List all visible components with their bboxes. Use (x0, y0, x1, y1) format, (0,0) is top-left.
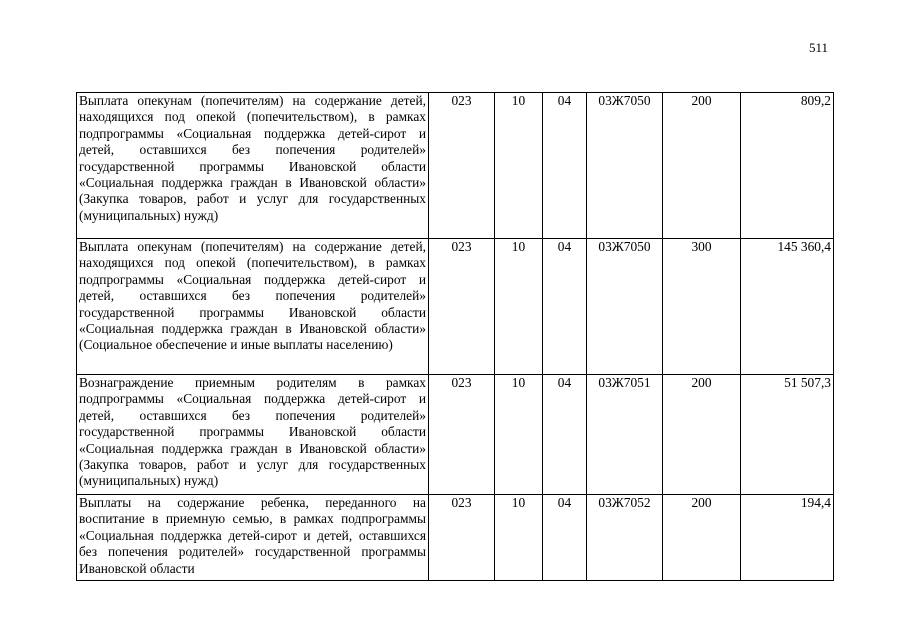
row-description: Выплата опекунам (попечителям) на содержание детей, находящихся под опекой (попечительством), в рамках подпрограммы «Социальная поддержка детей-сирот и детей, оставшихся без попечения родителей» государственной программы Ивановской области «Социальная поддержка граждан в Ивановской области» (Закупка товаров, работ и услуг для государственных (муниципальных) нужд) (77, 93, 429, 239)
row-description: Вознаграждение приемным родителям в рамках подпрограммы «Социальная поддержка детей-сирот и детей, оставшихся без попечения родителей» государственной программы Ивановской области «Социальная поддержка граждан в Ивановской области» (Закупка товаров, работ и услуг для государственных (муниципальных) нужд) (77, 375, 429, 495)
page-number: 511 (809, 40, 829, 55)
row-target-code: 03Ж7050 (587, 239, 663, 375)
row-expense-type-code: 200 (663, 93, 741, 239)
row-section-code: 10 (495, 239, 543, 375)
row-subsection-code: 04 (543, 375, 587, 495)
row-section-code: 10 (495, 375, 543, 495)
row-amount: 51 507,3 (741, 375, 834, 495)
row-section-code: 10 (495, 93, 543, 239)
row-subsection-code: 04 (543, 495, 587, 581)
row-subsection-code: 04 (543, 239, 587, 375)
row-ministry-code: 023 (429, 93, 495, 239)
row-description: Выплата опекунам (попечителям) на содержание детей, находящихся под опекой (попечительством), в рамках подпрограммы «Социальная поддержка детей-сирот и детей, оставшихся без попечения родителей» государственной программы Ивановской области «Социальная поддержка граждан в Ивановской области» (Социальное обеспечение и иные выплаты населению) (77, 239, 429, 375)
row-expense-type-code: 200 (663, 375, 741, 495)
table-row (77, 495, 834, 581)
row-target-code: 03Ж7051 (587, 375, 663, 495)
row-ministry-code: 023 (429, 375, 495, 495)
row-subsection-code: 04 (543, 93, 587, 239)
row-description: Выплаты на содержание ребенка, переданного на воспитание в приемную семью, в рамках подпрограммы «Социальная поддержка детей-сирот и детей, оставшихся без попечения родителей» государственной программы Ивановской области (77, 495, 429, 581)
table-row (77, 93, 834, 239)
table-row (77, 239, 834, 375)
row-target-code: 03Ж7052 (587, 495, 663, 581)
budget-table (76, 92, 834, 581)
row-amount: 194,4 (741, 495, 834, 581)
table-row (77, 375, 834, 495)
row-amount: 145 360,4 (741, 239, 834, 375)
row-section-code: 10 (495, 495, 543, 581)
row-expense-type-code: 200 (663, 495, 741, 581)
row-target-code: 03Ж7050 (587, 93, 663, 239)
row-amount: 809,2 (741, 93, 834, 239)
row-expense-type-code: 300 (663, 239, 741, 375)
row-ministry-code: 023 (429, 239, 495, 375)
row-ministry-code: 023 (429, 495, 495, 581)
